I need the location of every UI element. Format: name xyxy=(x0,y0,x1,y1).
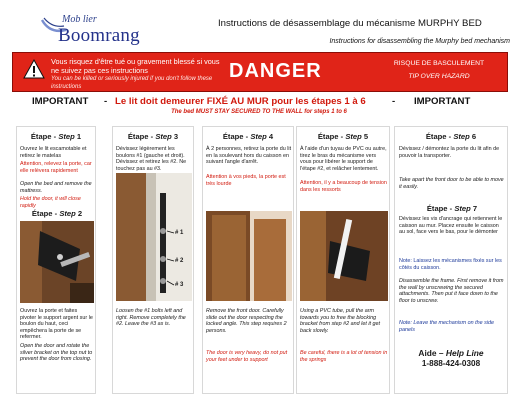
step-5-warning-fr: Attention, il y a beaucoup de tension dans les ressorts xyxy=(300,180,387,193)
step-3-text-en: Loosen the #1 bolts left and right. Remove completely the #2. Leave the #3 as is. xyxy=(116,308,186,328)
logo-name: Boomrang xyxy=(58,25,140,46)
important-label-right: IMPORTANT xyxy=(414,96,471,107)
step-4-warning-fr: Attention à vos pieds, la porte est très lourde xyxy=(206,174,286,187)
danger-warning-en: You can be killed or seriously injured if you don't follow these instructions xyxy=(51,76,213,90)
step-3-text-fr: Dévissez légèrement les boulons #1 (gauche et droit). Dévissez et retirez les #2. Ne touchez pas au #3. xyxy=(116,146,187,172)
step-4-text-en: Remove the front door. Carefully slide out the door respecting the locked angle. This step requires 2 persons. xyxy=(206,308,287,334)
step-7-heading: Étape - Step 7 xyxy=(426,204,478,213)
help-line-label: Aide – Help Line xyxy=(418,348,484,358)
step-1-warning-en: Hold the door, it will close rapidly xyxy=(20,196,81,209)
tip-over-label-fr: RISQUE DE BASCULEMENT xyxy=(393,60,485,67)
step-7-text-fr: Dévissez les vis d'ancrage qui retiennent le caisson au mur. Placez ensuite le caisson au sol, face vers le bas, pour le démonter xyxy=(399,216,503,236)
danger-banner xyxy=(12,52,508,92)
step-7-note-fr: Note: Laissez les mécanismes fixés sur les côtés du caisson. xyxy=(399,258,502,271)
important-message-en: The bed MUST STAY SECURED TO THE WALL for steps 1 to 6 xyxy=(171,109,347,115)
step-5-warning-en: Be careful, there is a lot of tension in the springs xyxy=(300,350,388,363)
step-5-photo xyxy=(300,211,388,301)
step-6-text-en: Take apart the front door to be able to move it easily. xyxy=(399,177,504,190)
danger-word: DANGER xyxy=(229,60,322,82)
important-dash-right: - xyxy=(392,96,396,107)
step-4-warning-en: The door is very heavy, do not put your feet under to support xyxy=(206,350,288,363)
step-1-text-en: Open the bed and remove the mattress. xyxy=(20,181,92,194)
step-1-warning-fr: Attention, relevez la porte, car elle relèvera rapidement xyxy=(20,161,92,174)
step-5-heading: Étape - Step 5 xyxy=(317,132,369,141)
important-dash-left: - xyxy=(104,96,108,107)
bolt-2-label: # 2 xyxy=(175,258,184,264)
important-message-fr: Le lit doit demeurer FIXÉ AU MUR pour les étapes 1 à 6 xyxy=(115,96,366,107)
step-4-heading: Étape - Step 4 xyxy=(222,132,274,141)
step-5-text-fr: À l'aide d'un tuyau de PVC ou autre, tirez le bras du mécanisme vers vous pour libérer le support de l'étape #2, et relâcher lentement. xyxy=(300,146,387,172)
bolt-3-label: # 3 xyxy=(175,282,184,288)
step-column-5 xyxy=(296,126,390,394)
step-7-note-en: Note: Leave the mechanism on the side panels xyxy=(399,320,494,333)
bolt-1-label: # 1 xyxy=(175,230,184,236)
step-column-4 xyxy=(202,126,294,394)
step-1-heading: Étape - Step 1 xyxy=(30,132,82,141)
page-title-en: Instructions for disassembling the Murphy bed mechanism xyxy=(329,38,510,45)
step-column-3 xyxy=(112,126,194,394)
step-2-photo xyxy=(20,221,94,303)
page-title-fr: Instructions de désassemblage du mécanisme MURPHY BED xyxy=(218,18,482,29)
tip-over-label-en: TIP OVER HAZARD xyxy=(408,73,470,80)
step-2-heading: Étape - Step 2 xyxy=(31,209,83,218)
step-3-heading: Étape - Step 3 xyxy=(127,132,179,141)
step-6-heading: Étape - Step 6 xyxy=(425,132,477,141)
warning-triangle-icon xyxy=(23,59,45,79)
step-4-photo xyxy=(206,211,292,301)
danger-warning-fr: Vous risquez d'être tué ou gravement blessé si vous ne suivez pas ces instructions xyxy=(51,57,220,75)
logo-script-text: Mob lier xyxy=(62,14,97,25)
step-7-text-en: Disassemble the frame. First remove it from the wall by unscrewing the secured attachments. Then put it face down to the floor to unscrew. xyxy=(399,278,504,304)
step-2-text-en: Open the door and rotate the silver bracket on the top nut to prevent the door from closing. xyxy=(20,343,93,363)
step-5-text-en: Using a PVC tube, pull the arm towards you to free the blocking bracket from step #2 and let it get back slowly. xyxy=(300,308,381,334)
help-line-phone: 1-888-424-0308 xyxy=(421,359,481,368)
important-label-left: IMPORTANT xyxy=(32,96,89,107)
step-6-text-fr: Dévissez / démontez la porte du lit afin de pouvoir la transporter. xyxy=(399,146,500,159)
step-1-text-fr: Ouvrez le lit escamotable et retirez le matelas xyxy=(20,146,87,159)
step-3-photo xyxy=(116,173,192,301)
step-2-text-fr: Ouvrez la porte et faites pivoter le support argent sur le boulon du haut, ceci empêchera la porte de se refermer. xyxy=(20,308,93,341)
step-column-1-2 xyxy=(16,126,96,394)
boomrang-logo xyxy=(40,14,160,54)
step-4-text-fr: À 2 personnes, retirez la porte du lit en la soulevant hors du caisson en suivant l'angle d'arrêt. xyxy=(206,146,292,166)
